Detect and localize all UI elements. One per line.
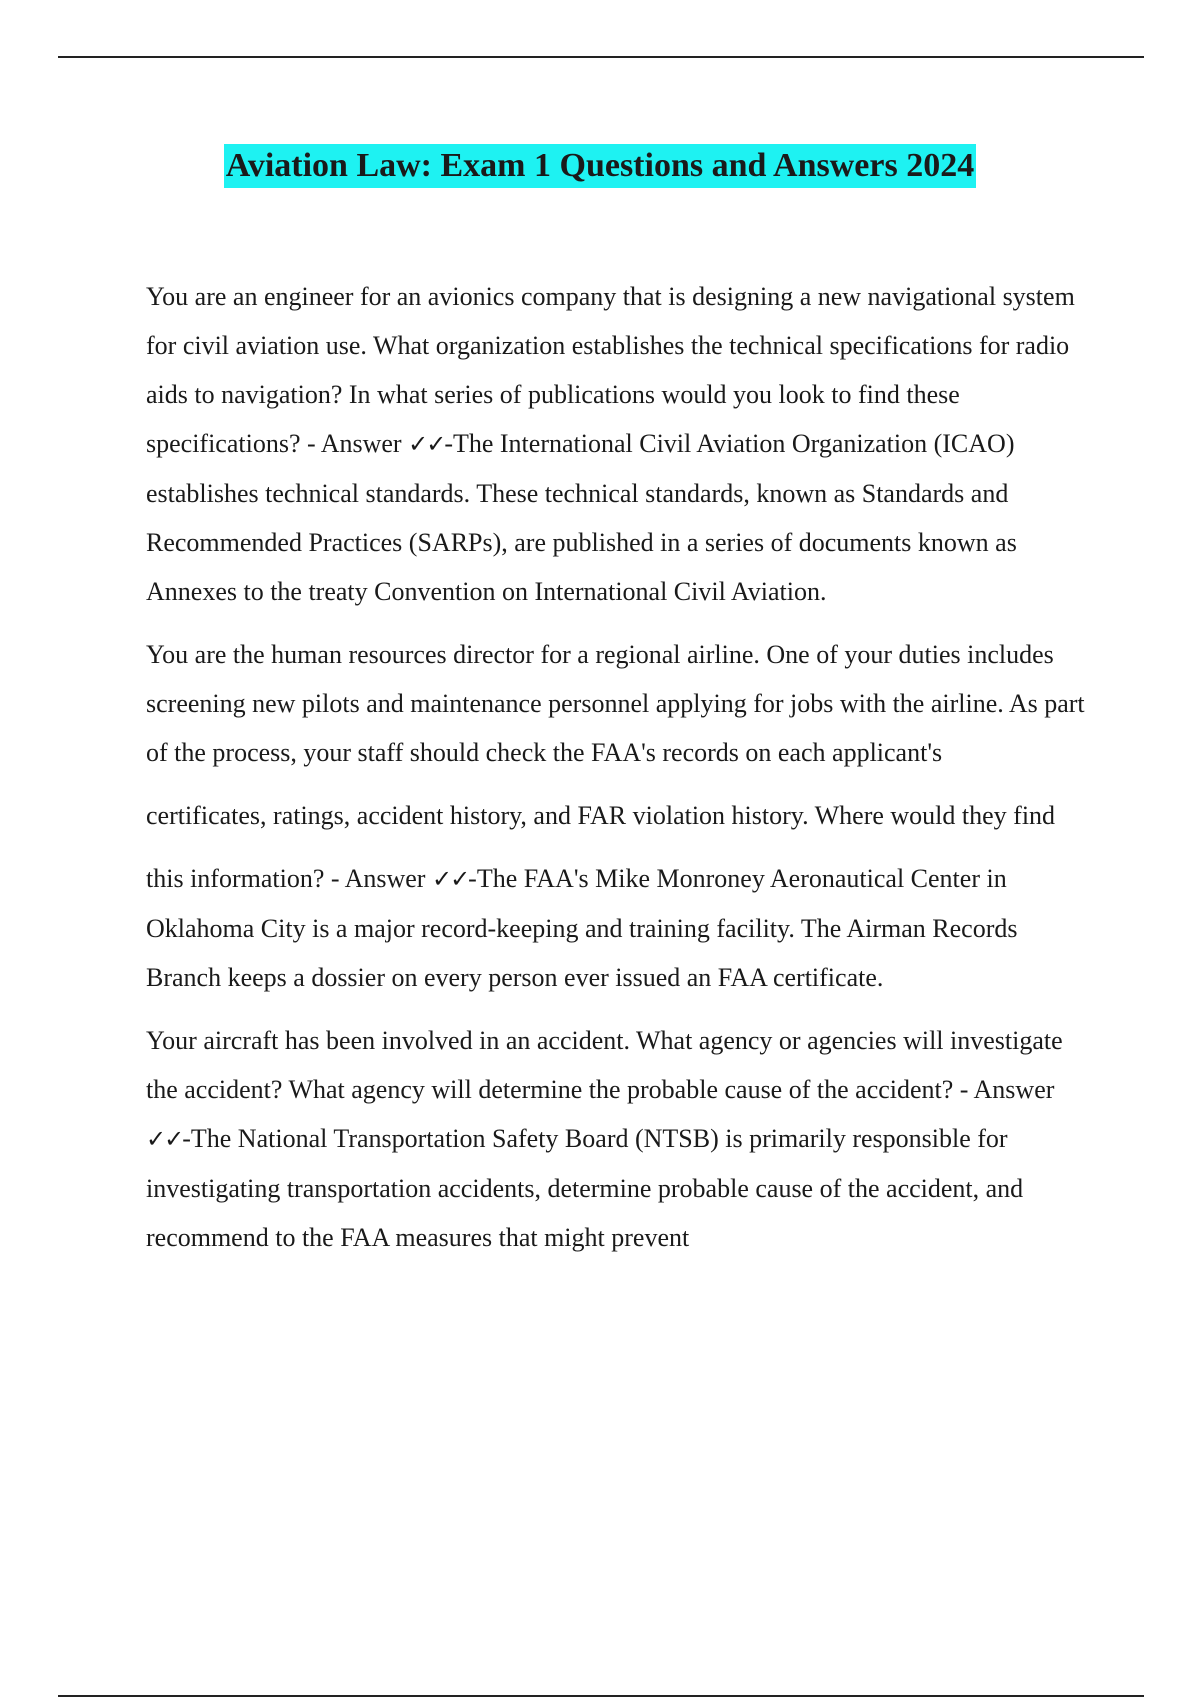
answer-text: -The FAA's Mike Monroney Aeronautical Center in Oklahoma City is a major record-keeping and training facility. The Airman Records Branch keeps a dossier on every person ever issued an FAA certificate.: [146, 864, 1018, 992]
answer-text: -The International Civil Aviation Organization (ICAO) establishes technical standards. These technical standards, known as Standards and Recommended Practices (SARPs), are published in a series of documents known as Annexes to the treaty Convention on International Civil Aviation.: [146, 429, 1017, 606]
title-container: [0, 144, 1200, 188]
body-paragraph-2: You are the human resources director for a regional airline. One of your duties includes screening new pilots and maintenance personnel applying for jobs with the airline. As part of the process, your staff should check the FAA's records on each applicant's: [146, 640, 1085, 767]
qa-paragraph-5: [146, 1016, 1096, 1262]
question-text: You are an engineer for an avionics company that is designing a new navigational system for civil aviation use. What organization establishes the technical specifications for radio aids to navigation? In what series of publications would you look to find these specifications? - Answer: [146, 282, 1075, 458]
check-mark-icon: ✓✓: [408, 430, 445, 458]
top-divider: [58, 56, 1144, 58]
answer-text: -The National Transportation Safety Board (NTSB) is primarily responsible for investigating transportation accidents, determine probable cause of the accident, and recommend to the FAA measures that might prevent: [146, 1124, 1024, 1252]
qa-paragraph-4: [146, 854, 1096, 1002]
qa-paragraph-1: [146, 272, 1096, 616]
bottom-divider: [58, 1695, 1144, 1697]
body-paragraph-3: certificates, ratings, accident history, and FAR violation history. Where would they find: [146, 801, 1056, 830]
question-text: this information? - Answer: [146, 864, 432, 893]
check-mark-icon: ✓✓: [146, 1125, 183, 1153]
document-title: Aviation Law: Exam 1 Questions and Answers 2024: [224, 144, 976, 188]
check-mark-icon: ✓✓: [431, 865, 469, 893]
question-text: Your aircraft has been involved in an accident. What agency or agencies will investigate the accident? What agency will determine the probable cause of the accident? - Answer: [146, 1026, 1063, 1104]
document-body: [146, 272, 1096, 1276]
